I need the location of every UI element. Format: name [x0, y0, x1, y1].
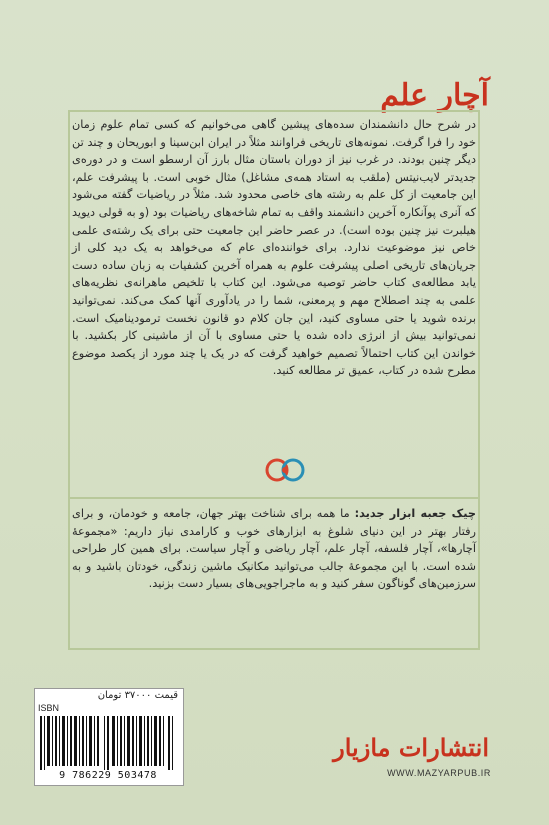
series-lead: چیک جعبه ابزار جدید:	[354, 507, 476, 520]
series-text: ما همه برای شناخت بهتر جهان، جامعه و خودمان، و برای رفتار بهتر در این دنیای شلوغ به ابزارهای خوب و کارامدی نیاز داریم: «مجموعهٔ آچارها»، آچار فلسفه، آچار علم، آچار ریاضی و آچار سیاست. برای همین کار طراحی شده است. با این مجموعهٔ جالب می‌توانید مکانیک ماشین زندگی، خودتان باشید و به سرزمین‌های گوناگون سفر کنید و به ماجراجویی‌های بسیار دست بزنید.	[72, 507, 476, 591]
price-text: قیمت ۳۷۰۰۰ تومان	[97, 690, 178, 701]
description-paragraph	[72, 116, 476, 446]
description-text: در شرح حال دانشمندان سده‌های پیشین گاهی می‌خوانیم که کسی تمام علوم زمان خود را فرا گرفت. نمونه‌های تاریخی فراوانند مثلاً در ایران ابن‌سینا و ابوریحان و چند تن دیگر چنین بودند. در غرب نیز از دوران باستان مثال بارز آن ارسطو است و در دوره‌ی جدیدتر لایب‌نیتس (ملقب به استاد همه‌ی مشاغل) مثال خوبی است. با پیشرفت علم، این جامعیت از کل علم به رشته‌ های خاصی محدود شد. مثلاً در ریاضیات گفته می‌شود که آنری پوآنکاره آخرین دانشمند واقف به تمام شاخه‌های ریاضیات بود (و به قولی دیوید هیلبرت نیز چنین بوده است). در عصر حاضر این جامعیت حتی برای یک رشته‌ی علمی خاص نیز موضوعیت ندارد. برای خواننده‌ای عام که می‌خواهد به یک دید کلی از جریان‌های تاریخی اصلی پیشرفت علوم به همراه آخرین کشفیات به زبان ساده دست یابد مطالعه‌ی کتاب حاضر توصیه می‌شود. این کتاب با تلخیص ماهرانه‌ی نظریه‌های علمی به چند اصطلاح مهم و پرمعنی، شما را در یادآوری آنها کمک می‌کند. نمی‌توانید برنده شوید یا حتی مساوی کنید، این جان کلام دو قانون نخست ترمودینامیک است. نمی‌توانید بیش از انرژی داده شده یا حتی مساوی با آن از ماشینی کار بکشید. با خواندن این کتاب احتمالاً تصمیم خواهید گرفت که در یک یا چند مورد از یکصد موضوع مطرح شده در کتاب، عمیق تر مطالعه کنید.	[72, 118, 476, 378]
barcode-icon	[38, 716, 178, 770]
series-paragraph	[72, 505, 476, 625]
publisher-emblem-icon	[263, 457, 309, 483]
frame-divider	[68, 497, 480, 499]
book-title: آچار علم	[380, 78, 489, 113]
isbn-number: 9 786229 503478	[59, 770, 157, 781]
isbn-label: ISBN	[38, 703, 60, 713]
publisher-website[interactable]: WWW.MAZYARPUB.IR	[387, 768, 491, 778]
publisher-logo: انتشارات مازیار	[333, 733, 489, 762]
